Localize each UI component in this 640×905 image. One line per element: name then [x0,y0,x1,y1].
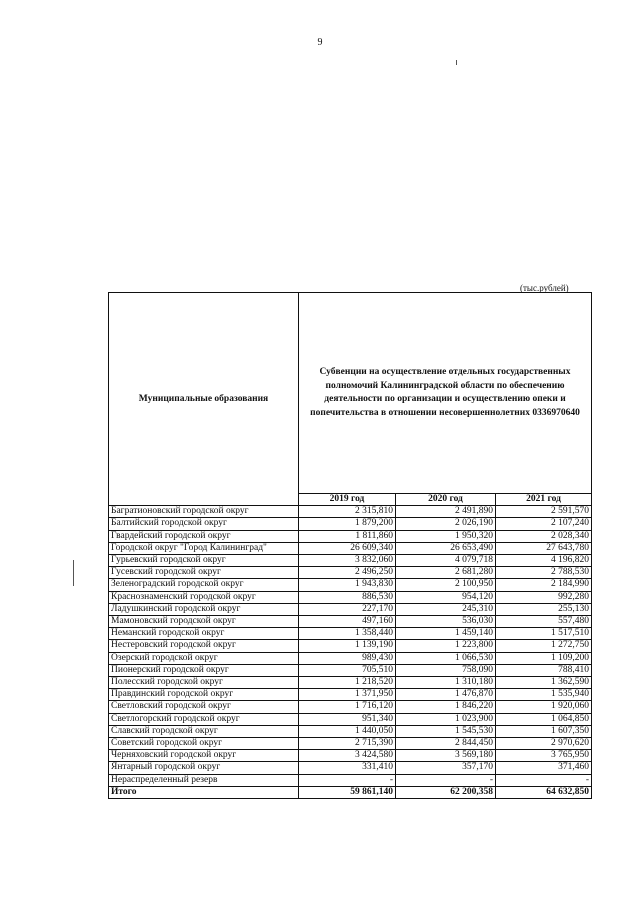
table-row [109,677,592,689]
value-cell: 1 310,180 [396,677,496,689]
table-row [109,689,592,701]
municipality-name: Балтийский городской округ [109,518,299,530]
municipality-name: Краснознаменский городской округ [109,591,299,603]
value-cell: 954,120 [396,591,496,603]
value-cell: 1 109,200 [496,652,592,664]
municipality-name: Янтарный городской округ [109,762,299,774]
table-row [109,579,592,591]
value-cell: 2 184,990 [496,579,592,591]
value-cell: 497,160 [299,616,396,628]
municipality-name: Зеленоградский городской округ [109,579,299,591]
table-row [109,542,592,554]
value-cell: 951,340 [299,713,396,725]
value-cell: 1 535,940 [496,689,592,701]
col-subvention-header: Субвенции на осуществление отдельных государственных полномочий Калининградской области по обеспечению деятельности по организации и осуществлению опеки и попечительства в отношении несовершеннолетних 0336970640 [299,293,592,494]
page-number: 9 [317,37,323,48]
value-cell: 1 811,860 [299,530,396,542]
municipality-name: Ладушкинский городской округ [109,603,299,615]
municipality-name: Полесский городской округ [109,677,299,689]
value-cell: 2 496,250 [299,567,396,579]
value-cell: 992,280 [496,591,592,603]
value-cell: 245,310 [396,603,496,615]
scan-mark [73,560,74,586]
value-cell: 1 459,140 [396,628,496,640]
value-cell: 1 362,590 [496,677,592,689]
value-cell: 1 950,320 [396,530,496,542]
table-row [109,725,592,737]
value-cell: 1 846,220 [396,701,496,713]
municipality-name: Советский городской округ [109,738,299,750]
municipality-name: Светлогорский городской округ [109,713,299,725]
table-row [109,616,592,628]
table-row [109,664,592,676]
value-cell: 1 218,520 [299,677,396,689]
total-value: 59 861,140 [299,786,396,798]
year-2021-header: 2021 год [496,494,592,506]
year-2019-header: 2019 год [299,494,396,506]
value-cell: 989,430 [299,652,396,664]
table-row [109,591,592,603]
value-cell: 1 371,950 [299,689,396,701]
municipality-name: Гвардейский городской округ [109,530,299,542]
value-cell: 2 715,390 [299,738,396,750]
value-cell: 3 832,060 [299,555,396,567]
value-cell: 557,480 [496,616,592,628]
municipality-name: Городской округ "Город Калининград" [109,542,299,554]
municipality-name: Гурьевский городской округ [109,555,299,567]
value-cell: 705,510 [299,664,396,676]
value-cell: 1 272,750 [496,640,592,652]
municipality-name: Багратионовский городской округ [109,506,299,518]
value-cell: 2 026,190 [396,518,496,530]
value-cell: 1 920,060 [496,701,592,713]
value-cell: 2 788,530 [496,567,592,579]
municipality-name: Неманский городской округ [109,628,299,640]
table-row [109,506,592,518]
value-cell: 1 943,830 [299,579,396,591]
value-cell: 758,090 [396,664,496,676]
value-cell: 2 028,340 [496,530,592,542]
table-row [109,567,592,579]
value-cell: 1 716,120 [299,701,396,713]
table-row [109,774,592,786]
value-cell: 3 765,950 [496,750,592,762]
table-row [109,762,592,774]
value-cell: 1 517,510 [496,628,592,640]
municipality-name: Правдинский городской округ [109,689,299,701]
municipality-name: Пионерский городской округ [109,664,299,676]
value-cell: 2 491,890 [396,506,496,518]
value-cell: 1 066,530 [396,652,496,664]
municipality-name: Гусевский городской округ [109,567,299,579]
table-row [109,555,592,567]
value-cell: 2 844,450 [396,738,496,750]
value-cell: 4 196,820 [496,555,592,567]
municipality-name: Светловский городской округ [109,701,299,713]
value-cell: 1 223,800 [396,640,496,652]
table-row [109,518,592,530]
value-cell: 886,530 [299,591,396,603]
value-cell: 2 681,280 [396,567,496,579]
municipality-name: Мамоновский городской округ [109,616,299,628]
value-cell: 1 358,440 [299,628,396,640]
value-cell: 3 569,180 [396,750,496,762]
table-row [109,652,592,664]
table-row [109,640,592,652]
header-row [109,293,592,494]
value-cell: 3 424,580 [299,750,396,762]
value-cell: 331,410 [299,762,396,774]
table-row [109,701,592,713]
table-body [109,293,592,799]
municipality-name: Черняховский городской округ [109,750,299,762]
unit-note: (тыс.рублей) [520,283,569,293]
value-cell: 2 315,810 [299,506,396,518]
value-cell: 26 653,490 [396,542,496,554]
subvention-table [108,292,592,799]
total-value: 62 200,358 [396,786,496,798]
scan-mark [456,60,457,65]
table-row [109,628,592,640]
value-cell: 4 079,718 [396,555,496,567]
value-cell: 255,130 [496,603,592,615]
value-cell: 2 591,570 [496,506,592,518]
value-cell: 371,460 [496,762,592,774]
municipality-name: Славский городской округ [109,725,299,737]
value-cell: 1 545,530 [396,725,496,737]
col-municipality-header: Муниципальные образования [109,293,299,506]
value-cell: 2 100,950 [396,579,496,591]
total-row [109,786,592,798]
value-cell: 788,410 [496,664,592,676]
value-cell: 27 643,780 [496,542,592,554]
municipality-name: Нераспределенный резерв [109,774,299,786]
total-label: Итого [109,786,299,798]
value-cell: - [299,774,396,786]
value-cell: 1 879,200 [299,518,396,530]
value-cell: - [496,774,592,786]
table-row [109,603,592,615]
value-cell: 1 476,870 [396,689,496,701]
value-cell: 2 107,240 [496,518,592,530]
value-cell: 1 139,190 [299,640,396,652]
year-2020-header: 2020 год [396,494,496,506]
table-row [109,750,592,762]
value-cell: 1 607,350 [496,725,592,737]
value-cell: 536,030 [396,616,496,628]
value-cell: 26 609,340 [299,542,396,554]
value-cell: 2 970,620 [496,738,592,750]
value-cell: 1 064,850 [496,713,592,725]
table-row [109,713,592,725]
total-value: 64 632,850 [496,786,592,798]
value-cell: 357,170 [396,762,496,774]
value-cell: 1 023,900 [396,713,496,725]
municipality-name: Нестеровский городской округ [109,640,299,652]
table-row [109,530,592,542]
municipality-name: Озерский городской округ [109,652,299,664]
value-cell: 1 440,050 [299,725,396,737]
table-row [109,738,592,750]
value-cell: 227,170 [299,603,396,615]
value-cell: - [396,774,496,786]
